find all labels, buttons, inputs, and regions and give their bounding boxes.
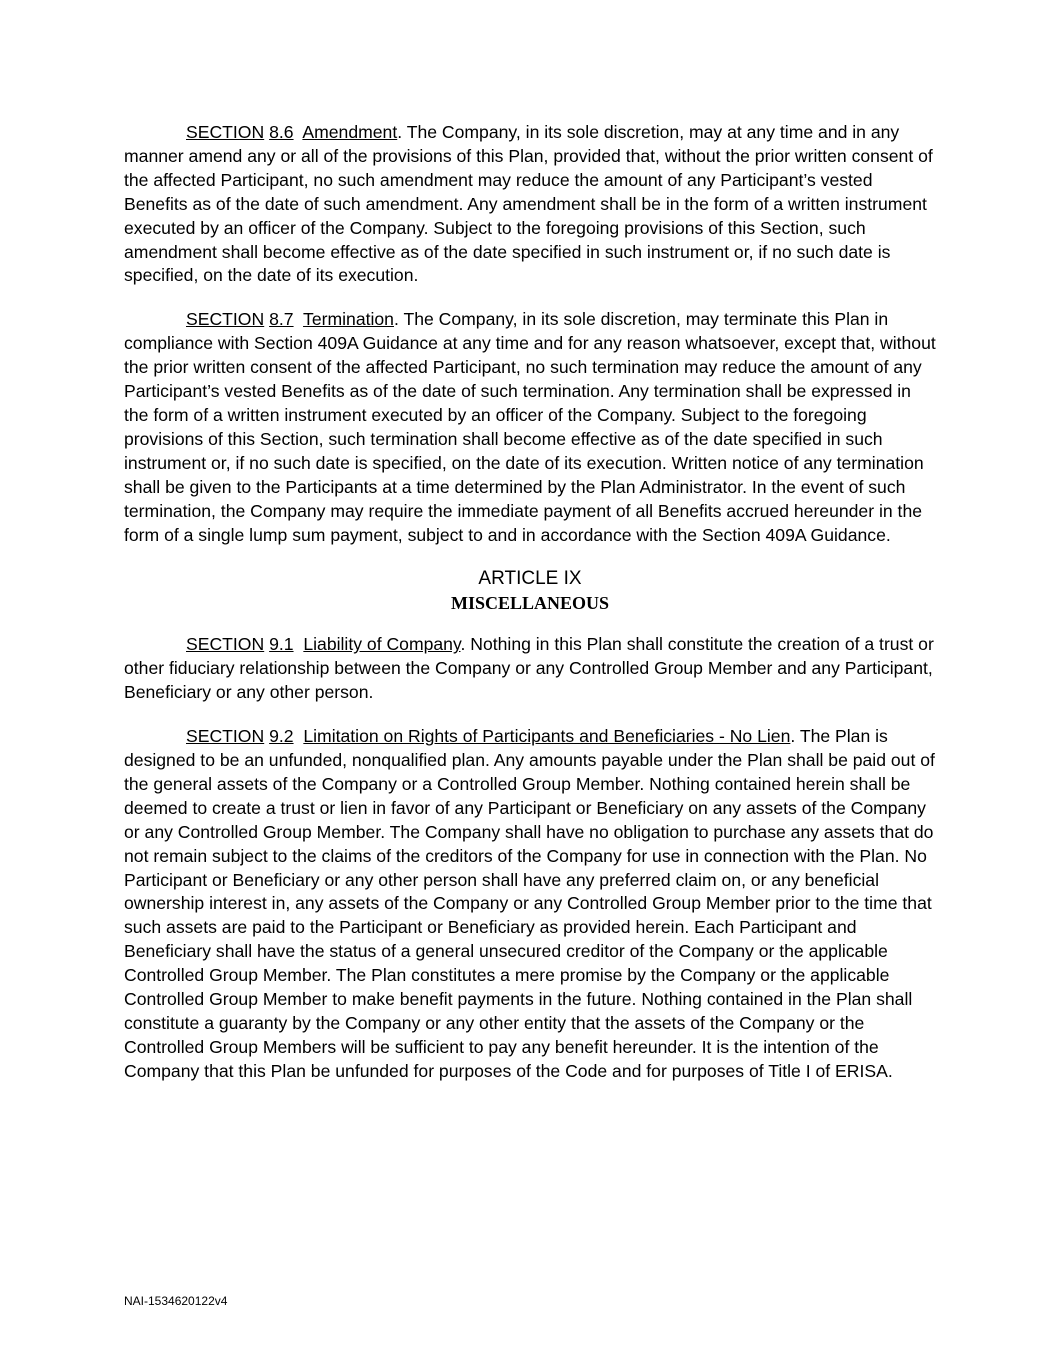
section-number: 8.6 xyxy=(269,122,294,142)
section-number: 9.2 xyxy=(269,726,294,747)
section-8-7-paragraph xyxy=(124,308,936,547)
section-body: . Nothing in this Plan shall constitute the creation of a trust or other fiduciary relationship between the Company or any Controlled Group Member and any Participant, Beneficiary or any other person. xyxy=(124,634,934,703)
section-8-6-paragraph xyxy=(124,121,936,288)
section-9-2-paragraph xyxy=(124,725,936,1084)
article-title: MISCELLANEOUS xyxy=(450,593,610,614)
footer-doc-id: NAI-1534620122v4 xyxy=(124,1294,228,1308)
section-title: Liability of Company xyxy=(303,634,461,655)
section-title: Limitation on Rights of Participants and Beneficiaries - No Lien xyxy=(303,726,791,747)
section-label: SECTION xyxy=(186,726,265,747)
section-title: Termination xyxy=(303,309,394,330)
section-label: SECTION xyxy=(186,309,265,330)
section-body: . The Company, in its sole discretion, may at any time and in any manner amend any or all of the provisions of this Plan, provided that, without the prior written consent of the affected Participant, no such amendment may reduce the amount of any Participant’s vested Benefits as of the date of such amendment. Any amendment shall be in the form of a written instrument executed by an officer of the Company. Subject to the foregoing provisions of this Section, such amendment shall become effective as of the date specified in such instrument or, if no such date is specified, on the date of its execution. xyxy=(124,122,933,286)
section-title: Amendment xyxy=(302,122,398,142)
article-number: ARTICLE IX xyxy=(478,568,582,590)
document-page xyxy=(124,121,936,1104)
section-number: 9.1 xyxy=(269,634,294,655)
section-body: . The Company, in its sole discretion, may terminate this Plan in compliance with Section 409A Guidance at any time and for any reason whatsoever, except that, without the prior written consent of the affected Participant, no such termination may reduce the amount of any Participant’s vested Benefits as of the date of such termination. Any termination shall be expressed in the form of a written instrument executed by an officer of the Company. Subject to the foregoing provisions of this Section, such termination shall become effective as of the date specified in such instrument or, if no such date is specified, on the date of its execution. Written notice of any termination shall be given to the Participants at a time determined by the Plan Administrator. In the event of such termination, the Company may require the immediate payment of all Benefits accrued hereunder in the form of a single lump sum payment, subject to and in accordance with the Section 409A Guidance. xyxy=(124,309,936,545)
section-body: . The Plan is designed to be an unfunded, nonqualified plan. Any amounts payable under the Plan shall be paid out of the general assets of the Company or a Controlled Group Member. Nothing contained herein shall be deemed to create a trust or lien in favor of any Participant or Beneficiary on any assets of the Company or any Controlled Group Member. The Company shall have no obligation to purchase any assets that do not remain subject to the claims of the creditors of the Company for use in connection with the Plan. No Participant or Beneficiary or any other person shall have any preferred claim on, or any beneficial ownership interest in, any assets of the Company or any Controlled Group Member prior to the time that such assets are paid to the Participant or Beneficiary as provided herein. Each Participant and Beneficiary shall have the status of a general unsecured creditor of the Company or the applicable Controlled Group Member. The Plan constitutes a mere promise by the Company or the applicable Controlled Group Member to make benefit payments in the future. Nothing contained in the Plan shall constitute a guaranty by the Company or any other entity that the assets of the Company or the Controlled Group Members will be sufficient to pay any benefit hereunder. It is the intention of the Company that this Plan be unfunded for purposes of the Code and for purposes of Title I of ERISA. xyxy=(124,726,935,1081)
section-9-1-paragraph xyxy=(124,633,936,705)
section-label: SECTION xyxy=(186,634,265,655)
section-number: 8.7 xyxy=(269,309,294,330)
article-heading xyxy=(124,567,936,615)
section-label: SECTION xyxy=(186,122,265,142)
